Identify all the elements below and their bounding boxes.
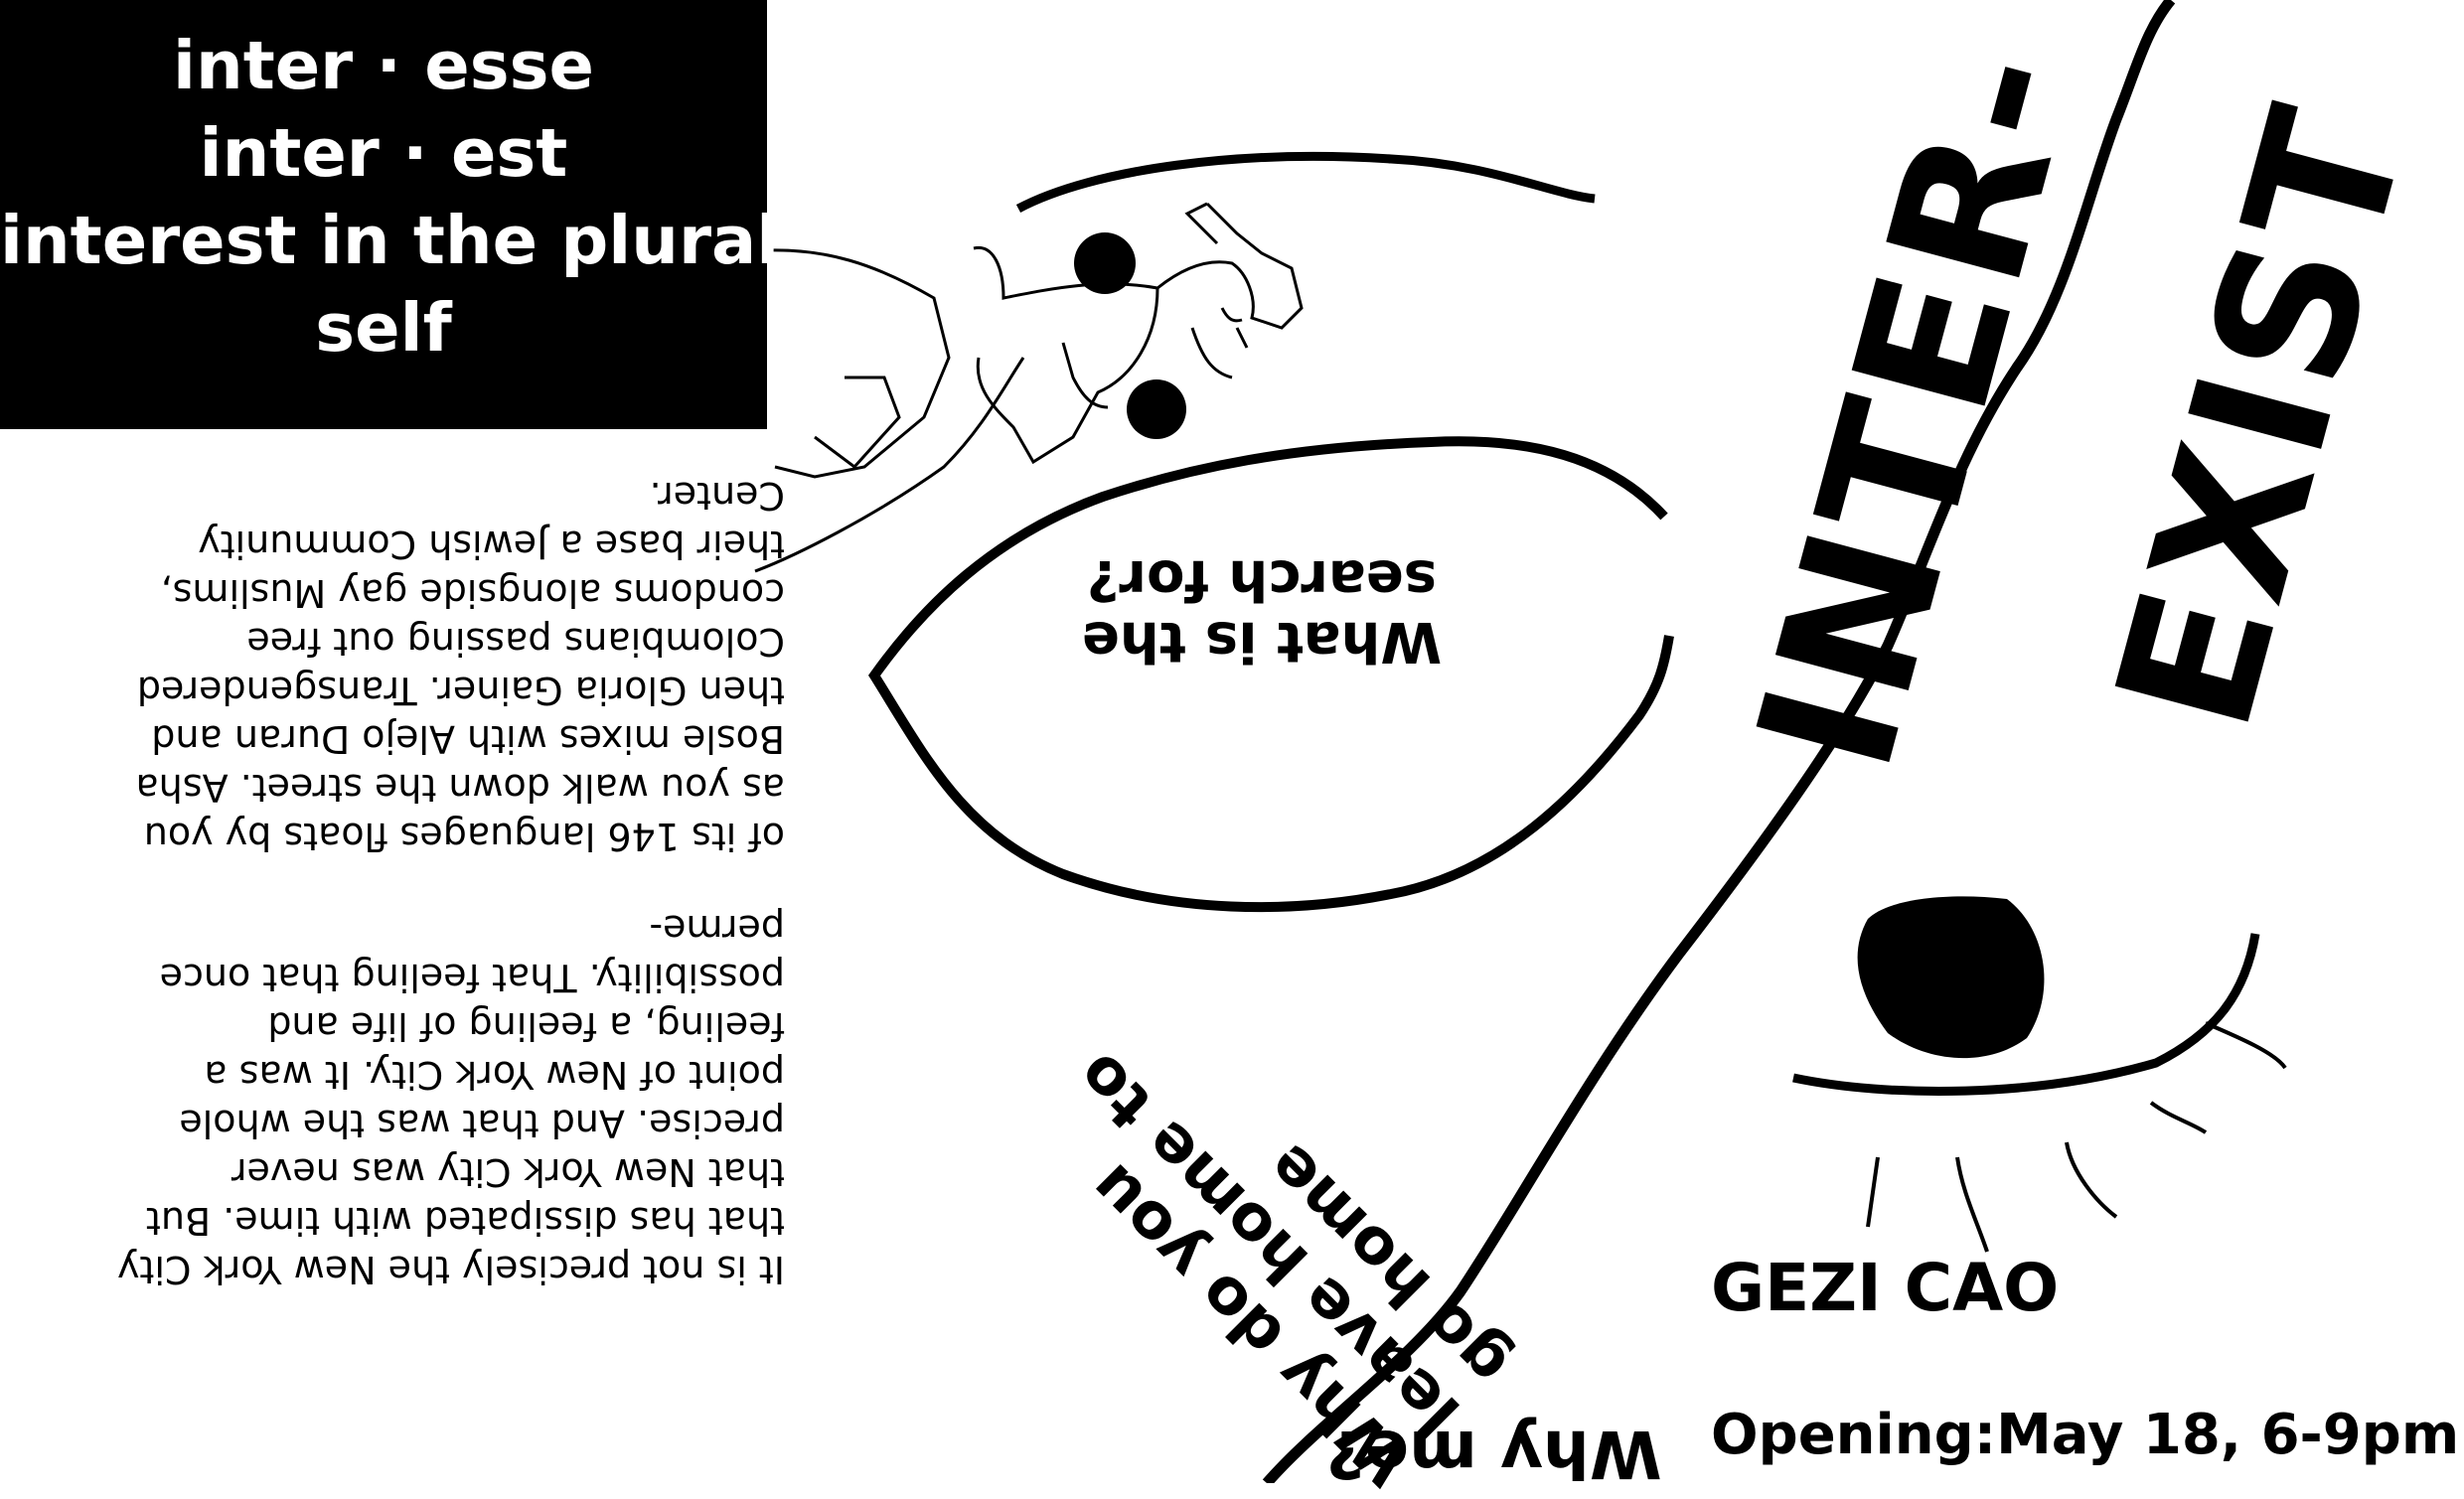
title-line-4: self <box>315 289 452 367</box>
eye-pupil <box>1858 896 2045 1058</box>
title-line-1: inter · esse <box>173 27 594 104</box>
title-block <box>0 0 780 429</box>
sketch-dot-top <box>1074 232 1136 294</box>
body-paragraph-2: of its 146 languages floats by you as you walk down the street. Asha Bosle mixes with Alejo Duran and then Gloria Gainer. Transgendered Colombians passing out free condoms alongside gay Muslims, their base a Jewish Community Center. <box>135 474 785 858</box>
top-curve <box>1018 156 1595 209</box>
lemon-shape <box>874 441 1669 907</box>
opening-info: Opening:May 18, 6-9pm <box>1711 1403 2460 1467</box>
artist-name: GEZI CAO <box>1711 1250 2060 1326</box>
headline-inter: INTER- <box>1715 25 2118 791</box>
eye-lash-2 <box>1957 1157 1987 1252</box>
home-question: Why do you leave home to go home <box>1062 1037 1524 1499</box>
eye-lash-1 <box>1868 1157 1878 1227</box>
figure-sketch <box>755 204 1302 571</box>
sketch-dot-bottom <box>1127 379 1186 439</box>
title-line-3: interest in the plural <box>0 202 780 279</box>
body-paragraph-1: It is not precisely the New York City that has dissipated with time. But that New York City was never precise. And that was the whole point of New York City. It was a feeling, a feeling of life and possibility. That feeling that once perme- <box>117 907 785 1291</box>
title-line-2: inter · est <box>199 114 568 192</box>
headline-exist: EXIST <box>2075 84 2450 751</box>
search-question: What is the search for? <box>1081 547 1443 674</box>
eye-lash-5 <box>2206 1023 2285 1068</box>
eye-lash-3 <box>2067 1142 2116 1217</box>
me-question: Why me? <box>1326 1416 1662 1492</box>
upside-down-body-text <box>89 427 785 1293</box>
eye-lash-4 <box>2151 1103 2206 1132</box>
